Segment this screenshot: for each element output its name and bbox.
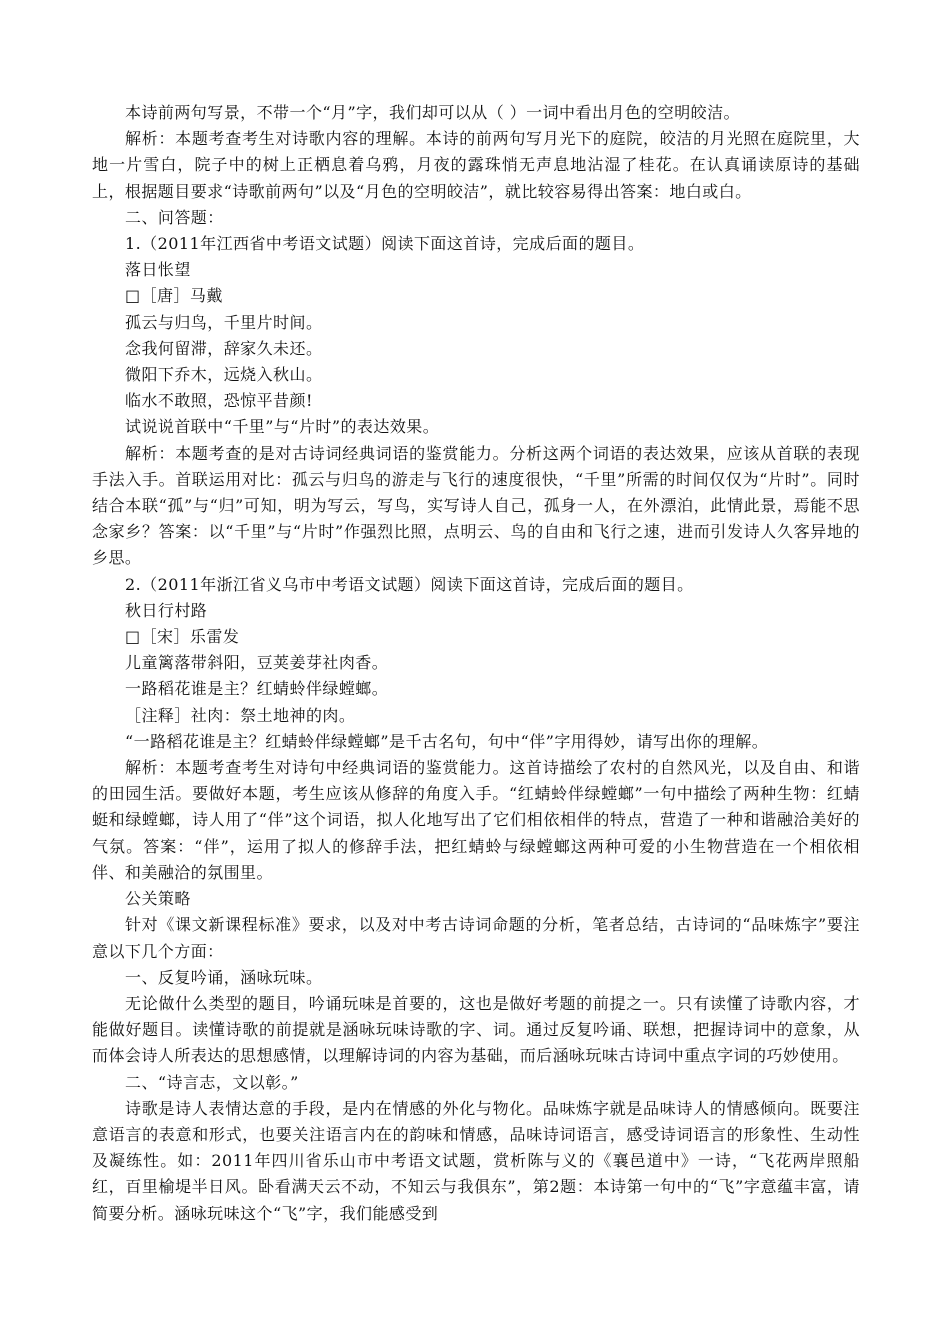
question-prompt: “一路稻花谁是主？红蜻蛉伴绿螳螂”是千古名句，句中“伴”字用得妙，请写出你的理解。 — [125, 731, 769, 751]
poem-title: 落日怅望 — [125, 260, 191, 280]
question-prompt: 试说说首联中“千里”与“片时”的表达效果。 — [125, 417, 440, 437]
section-heading: 二、问答题： — [125, 207, 224, 227]
poem-title: 秋日行村路 — [125, 600, 208, 620]
poem-line: 儿童篱落带斜阳，豆荚姜芽社肉香。 — [125, 653, 389, 673]
analysis: 解析：本题考查的是对古诗词经典词语的鉴赏能力。分析这两个词语的表达效果，应该从首联的表现手法入手。首联运用对比：孤云与归鸟的游走与飞行的速度很快，“千里”所需的时间仅仅为“片时”。同时结合本联“孤”与“归”可知，明为写云，写鸟，实写诗人自己，孤身一人，在外漂泊，此情此景，焉能不思念家乡？答案：以“千里”与“片时”作强烈比照，点明云、鸟的自由和飞行之速，进而引发诗人久客异地的乡思。 — [92, 443, 860, 568]
analysis: 解析：本题考查考生对诗句中经典词语的鉴赏能力。这首诗描绘了农村的自然风光，以及自由、和谐的田园生活。要做好本题，考生应该从修辞的角度入手。“红蜻蛉伴绿螳螂”一句中描绘了两种生物：红蜻蜓和绿螳螂，诗人用了“伴”这个词语，拟人化地写出了它们相依相伴的特点，营造了一种和谐融洽美好的气氛。答案：“伴”，运用了拟人的修辞手法，把红蜻蛉与绿螳螂这两种可爱的小生物营造在一个相依相伴、和美融洽的氛围里。 — [92, 758, 860, 882]
poem-line: 临水不敢照，恐惊平昔颜! — [125, 391, 313, 411]
poem-line: 孤云与归鸟，千里片时间。 — [125, 312, 323, 332]
paragraph: 无论做什么类型的题目，吟诵玩味是首要的，这也是做好考题的前提之一。只有读懂了诗歌内容，才能做好题目。读懂诗歌的前提就是涵咏玩味诗歌的字、词。通过反复吟诵、联想，把握诗词中的意象，从而体会诗人所表达的思想感情，以理解诗词的内容为基础，而后涵咏玩味古诗词中重点字词的巧妙使用。 — [92, 993, 860, 1066]
paragraph: 诗歌是诗人表情达意的手段，是内在情感的外化与物化。品味炼字就是品味诗人的情感倾向。既要注意语言的表意和形式，也要关注语言内在的韵味和情感，品味诗词语言，感受诗词语言的形象性、生动性及凝练性。如：2011年四川省乐山市中考语文试题，赏析陈与义的《襄邑道中》一诗，“飞花两岸照船红，百里榆堤半日风。卧看满天云不动，不知云与我俱东”，第2题：本诗第一句中的“飞”字意蕴丰富，请简要分析。涵咏玩味这个“飞”字，我们能感受到 — [92, 1098, 860, 1223]
poem-line: 念我何留滞，辞家久未还。 — [125, 338, 323, 358]
question: 2.（2011年浙江省义乌市中考语文试题）阅读下面这首诗，完成后面的题目。 — [125, 574, 694, 594]
paragraph: 本诗前两句写景，不带一个“月”字，我们却可以从（ ）一词中看出月色的空明皎洁。 — [125, 103, 740, 122]
document-body — [92, 100, 860, 1227]
poem-line: 一路稻花谁是主？红蜻蛉伴绿螳螂。 — [125, 679, 389, 699]
poem-line: 微阳下乔木，远烧入秋山。 — [125, 365, 323, 385]
section-heading: 公关策略 — [125, 889, 191, 909]
paragraph: 解析：本题考查考生对诗歌内容的理解。本诗的前两句写月光下的庭院，皎洁的月光照在庭院里，大地一片雪白，院子中的树上正栖息着乌鸦，月夜的露珠悄无声息地沾湿了桂花。在认真诵读原诗的基础上，根据题目要求“诗歌前两句”以及“月色的空明皎洁”，就比较容易得出答案：地白或白。 — [92, 129, 860, 201]
question: 1.（2011年江西省中考语文试题）阅读下面这首诗，完成后面的题目。 — [125, 234, 645, 254]
poem-note: ［注释］社肉：祭土地神的肉。 — [125, 705, 356, 725]
subheading: 一、反复吟诵，涵咏玩味。 — [125, 967, 323, 987]
paragraph: 针对《课文新课程标准》要求，以及对中考古诗词命题的分析，笔者总结，古诗词的“品味炼字”要注意以下几个方面： — [92, 915, 860, 961]
subheading: 二、“诗言志，文以彰。” — [125, 1072, 299, 1092]
poem-author: □［宋］乐雷发 — [125, 627, 240, 647]
poem-author: □［唐］马戴 — [125, 286, 223, 306]
